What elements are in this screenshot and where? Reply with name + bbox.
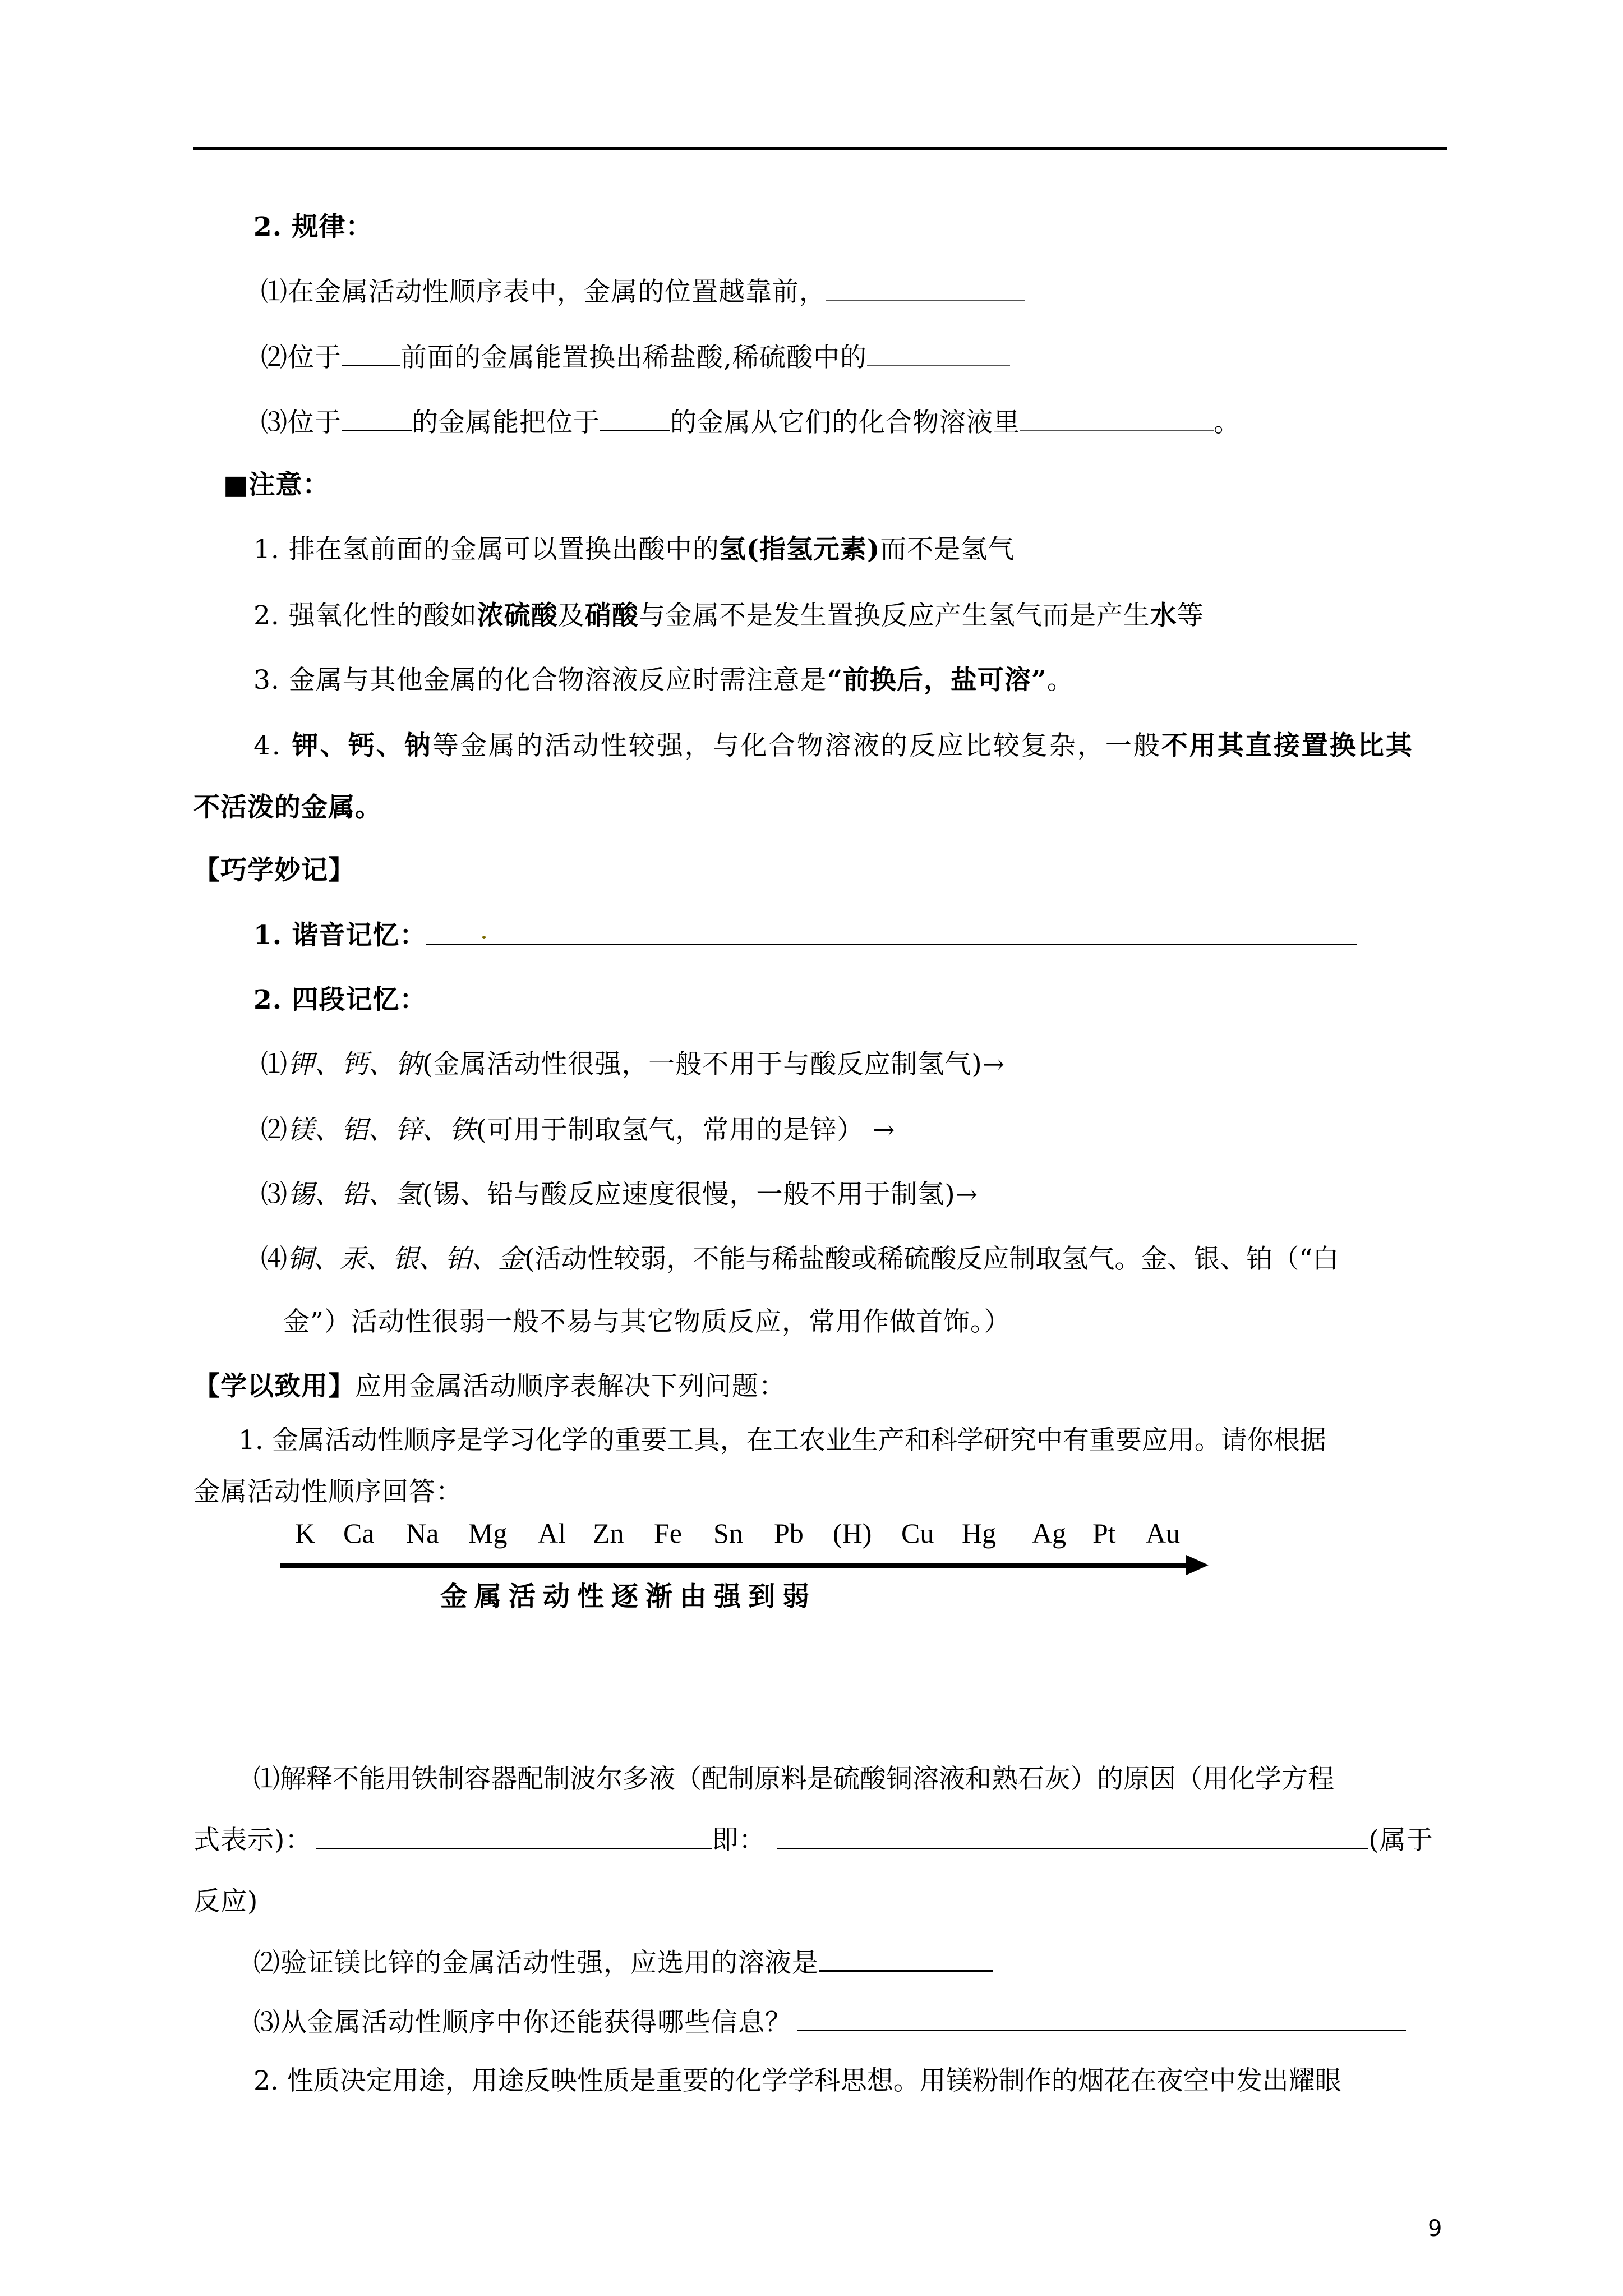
seg-3-num: ⑶: [261, 1179, 288, 1210]
apply-heading-bold: 【学以致用】: [193, 1371, 355, 1402]
series-element: Au: [1146, 1517, 1181, 1549]
series-element: Zn: [593, 1517, 624, 1549]
memory-seg-4-line-2: 金”）活动性很弱一般不易与其它物质反应，常用作做首饰。）: [283, 1306, 1011, 1337]
stray-dot: [482, 936, 486, 939]
part-3-text: ⑶从金属活动性顺序中你还能获得哪些信息？: [253, 2007, 792, 2038]
part-2: [253, 1945, 993, 1980]
info-blank[interactable]: [797, 2005, 1406, 2031]
seg-2-num: ⑵: [261, 1115, 288, 1145]
rule-3-end: 。: [1214, 407, 1241, 438]
seg-2-note: (可用于制取氢气，常用的是锌） →: [476, 1115, 896, 1145]
part-1-belongs: (属于: [1368, 1825, 1433, 1856]
page-number: 9: [1428, 2216, 1442, 2242]
series-element: Al: [538, 1517, 566, 1549]
seg-4-note: (活动性较弱，不能与稀盐酸或稀硫酸反应制取氢气。金、银、铂（“白: [524, 1244, 1339, 1274]
memory-seg-1: [261, 1048, 1005, 1082]
memory-1-blank[interactable]: [426, 919, 1357, 945]
memory-heading: 【巧学妙记】: [193, 855, 355, 886]
rule-1: [261, 275, 1025, 309]
memory-seg-4: [261, 1243, 1339, 1276]
part-3: [253, 2005, 1406, 2040]
rule-2: [261, 340, 1010, 375]
activity-series: [280, 1516, 1211, 1556]
equation-blank[interactable]: [316, 1823, 712, 1849]
arrow-right-icon: [1186, 1555, 1209, 1575]
rule-3-blank-c[interactable]: [1020, 406, 1214, 431]
note-4-bold-1: 钾、钙、钠: [292, 730, 432, 761]
memory-1: [253, 919, 1357, 953]
apply-heading: [193, 1370, 786, 1404]
rule-3: [261, 405, 1241, 440]
note-2-bold-3: 水: [1150, 600, 1177, 631]
seg-1-note: (金属活动性很强，一般不用于与酸反应制氢气)→: [422, 1049, 1006, 1080]
note-1: [253, 533, 1015, 567]
part-1-ie: 即：: [712, 1825, 766, 1856]
rule-2-blank-a[interactable]: [342, 340, 400, 366]
note-3-text-a: 3. 金属与其他金属的化合物溶液反应时需注意是: [253, 665, 827, 696]
notes-heading: ■注意：: [223, 470, 330, 500]
series-element: Cu: [901, 1517, 934, 1549]
rule-2-blank-b[interactable]: [867, 341, 1010, 366]
rule-2-text-a: ⑵位于: [261, 342, 342, 373]
note-3-end: 。: [1046, 665, 1074, 696]
note-1-text-b: 而不是氢气: [880, 534, 1015, 565]
seg-3-metals: 锡、铅、氢: [288, 1179, 422, 1210]
note-4-text-b: 等金属的活动性较强，与化合物溶液的反应比较复杂，一般: [432, 730, 1161, 761]
note-2-bold-2: 硝酸: [584, 600, 639, 631]
note-1-text-a: 1. 排在氢前面的金属可以置换出酸中的: [253, 534, 720, 565]
seg-1-metals: 钾、钙、钠: [288, 1049, 422, 1080]
note-1-bold: 氢(指氢元素): [719, 534, 880, 565]
question-2-line-1: 2. 性质决定用途，用途反映性质是重要的化学学科思想。用镁粉制作的烟花在夜空中发出耀眼: [253, 2065, 1341, 2096]
explanation-blank[interactable]: [777, 1823, 1368, 1849]
note-2-text-a: 2. 强氧化性的酸如: [253, 600, 477, 631]
note-4-line-1: [253, 729, 1414, 763]
series-element: Sn: [713, 1517, 743, 1549]
series-element: Ca: [343, 1517, 375, 1549]
note-3-bold: “前换后，盐可溶”: [827, 665, 1047, 696]
apply-heading-text: 应用金属活动顺序表解决下列问题：: [355, 1371, 786, 1402]
note-2-text-b: 及: [557, 600, 585, 631]
solution-blank[interactable]: [819, 1945, 993, 1972]
rules-heading: 2. 规律：: [253, 211, 373, 242]
note-4-line-2: 不活泼的金属。: [193, 792, 382, 823]
note-2-text-c: 与金属不是发生置换反应产生氢气而是产生: [638, 600, 1150, 631]
series-element: Hg: [962, 1517, 997, 1549]
seg-1-num: ⑴: [261, 1049, 288, 1080]
series-element: K: [295, 1517, 316, 1549]
part-2-text: ⑵验证镁比锌的金属活动性强，应选用的溶液是: [253, 1948, 819, 1978]
memory-seg-3: [261, 1178, 978, 1212]
rule-2-text-b: 前面的金属能置换出稀盐酸,稀硫酸中的: [400, 342, 867, 373]
part-1-label: 式表示)：: [193, 1825, 312, 1856]
activity-caption: 金属活动性逐渐由强到弱: [440, 1581, 817, 1612]
seg-2-metals: 镁、铝、锌、铁: [288, 1115, 476, 1145]
rule-3-blank-a[interactable]: [342, 405, 412, 431]
part-1-line-3: 反应): [193, 1886, 259, 1917]
note-4-text-a: 4.: [253, 730, 292, 761]
series-element: Na: [406, 1517, 439, 1549]
rule-1-text: ⑴在金属活动性顺序表中，金属的位置越靠前，: [261, 277, 826, 307]
memory-seg-2: [261, 1114, 896, 1147]
series-element: Pt: [1092, 1517, 1116, 1549]
seg-3-note: (锡、铅与酸反应速度很慢，一般不用于制氢)→: [422, 1179, 979, 1210]
rule-3-text-a: ⑶位于: [261, 407, 342, 438]
memory-2: 2. 四段记忆：: [253, 984, 427, 1015]
question-1-line-2: 金属活动性顺序回答：: [193, 1476, 463, 1507]
part-1-line-2: [193, 1823, 1433, 1857]
note-3: [253, 664, 1074, 697]
series-element: Mg: [468, 1517, 508, 1549]
series-element: Ag: [1032, 1517, 1067, 1549]
rule-3-text-c: 的金属从它们的化合物溶液里: [670, 407, 1020, 438]
question-1-line-1: 1. 金属活动性顺序是学习化学的重要工具，在工农业生产和科学研究中有重要应用。请你根据: [238, 1425, 1326, 1456]
rule-3-text-b: 的金属能把位于: [412, 407, 600, 438]
note-2: [253, 599, 1204, 633]
memory-1-label: 1. 谐音记忆：: [253, 920, 427, 951]
part-1-line-1: ⑴解释不能用铁制容器配制波尔多液（配制原料是硫酸铜溶液和熟石灰）的原因（用化学方程: [253, 1764, 1334, 1795]
series-element: (H): [833, 1517, 872, 1549]
note-4-bold-2: 不用其直接置换比其: [1161, 730, 1414, 761]
note-2-bold-1: 浓硫酸: [477, 600, 558, 631]
activity-arrow-line: [280, 1563, 1189, 1568]
note-2-text-d: 等: [1177, 600, 1204, 631]
series-element: Fe: [654, 1517, 682, 1549]
header-rule: [193, 147, 1447, 150]
rule-3-blank-b[interactable]: [600, 405, 670, 431]
seg-4-metals: 铜、汞、银、铂、金: [287, 1244, 524, 1274]
series-element: Pb: [774, 1517, 804, 1549]
rule-1-blank[interactable]: [826, 275, 1025, 301]
seg-4-num: ⑷: [261, 1244, 287, 1274]
